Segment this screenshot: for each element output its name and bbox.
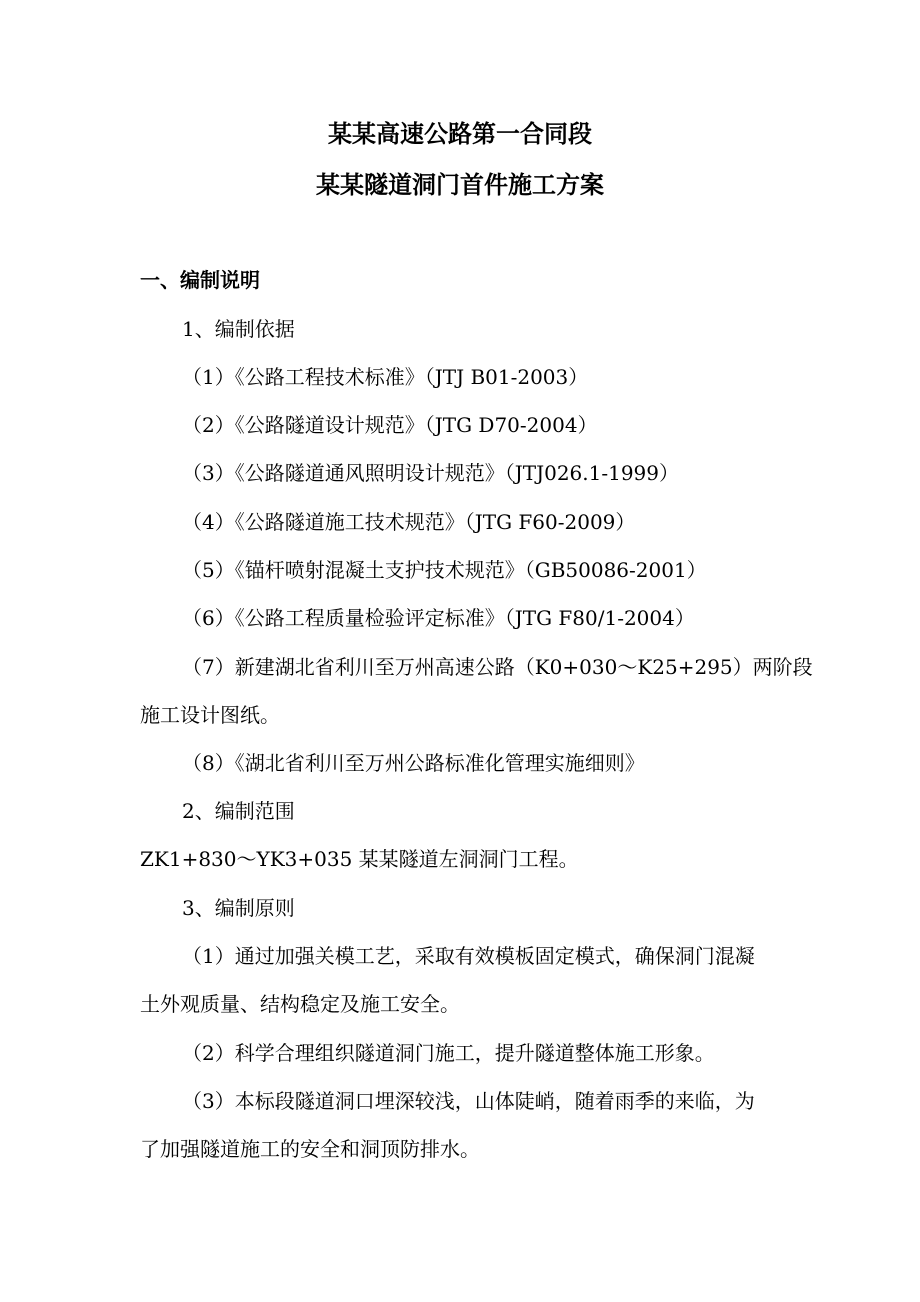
document-title-line2: 某某隧道洞门首件施工方案 — [316, 170, 604, 199]
basis-item-6: （6）《公路工程质量检验评定标准》（JTG F80/1-2004） — [182, 606, 695, 630]
principle-3-line1: （3）本标段隧道洞口埋深较浅，山体陡峭，随着雨季的来临，为 — [182, 1089, 755, 1113]
section-heading-compilation-notes: 一、编制说明 — [140, 268, 260, 292]
principle-2: （2）科学合理组织隧道洞门施工，提升隧道整体施工形象。 — [182, 1041, 715, 1065]
subsection-heading-principles: 3、编制原则 — [182, 896, 295, 920]
basis-item-7-line2: 施工设计图纸。 — [140, 703, 280, 727]
subsection-heading-scope: 2、编制范围 — [182, 799, 295, 823]
principle-1-line1: （1）通过加强关模工艺，采取有效模板固定模式，确保洞门混凝 — [182, 944, 755, 968]
basis-item-2: （2）《公路隧道设计规范》（JTG D70-2004） — [182, 413, 598, 437]
basis-item-3: （3）《公路隧道通风照明设计规范》（JTJ026.1-1999） — [182, 461, 680, 485]
principle-1-line2: 土外观质量、结构稳定及施工安全。 — [140, 992, 460, 1016]
basis-item-1: （1）《公路工程技术标准》（JTJ B01-2003） — [182, 365, 589, 389]
document-title-line1: 某某高速公路第一合同段 — [328, 119, 592, 148]
basis-item-8: （8）《湖北省利川至万州公路标准化管理实施细则》 — [182, 751, 645, 775]
subsection-heading-basis: 1、编制依据 — [182, 317, 295, 341]
principle-3-line2: 了加强隧道施工的安全和洞顶防排水。 — [140, 1137, 480, 1161]
scope-text: ZK1+830～YK3+035 某某隧道左洞洞门工程。 — [140, 847, 579, 871]
basis-item-4: （4）《公路隧道施工技术规范》（JTG F60-2009） — [182, 510, 636, 534]
basis-item-7-line1: （7）新建湖北省利川至万州高速公路（K0+030～K25+295）两阶段 — [182, 655, 813, 679]
basis-item-5: （5）《锚杆喷射混凝土支护技术规范》（GB50086-2001） — [182, 558, 707, 582]
